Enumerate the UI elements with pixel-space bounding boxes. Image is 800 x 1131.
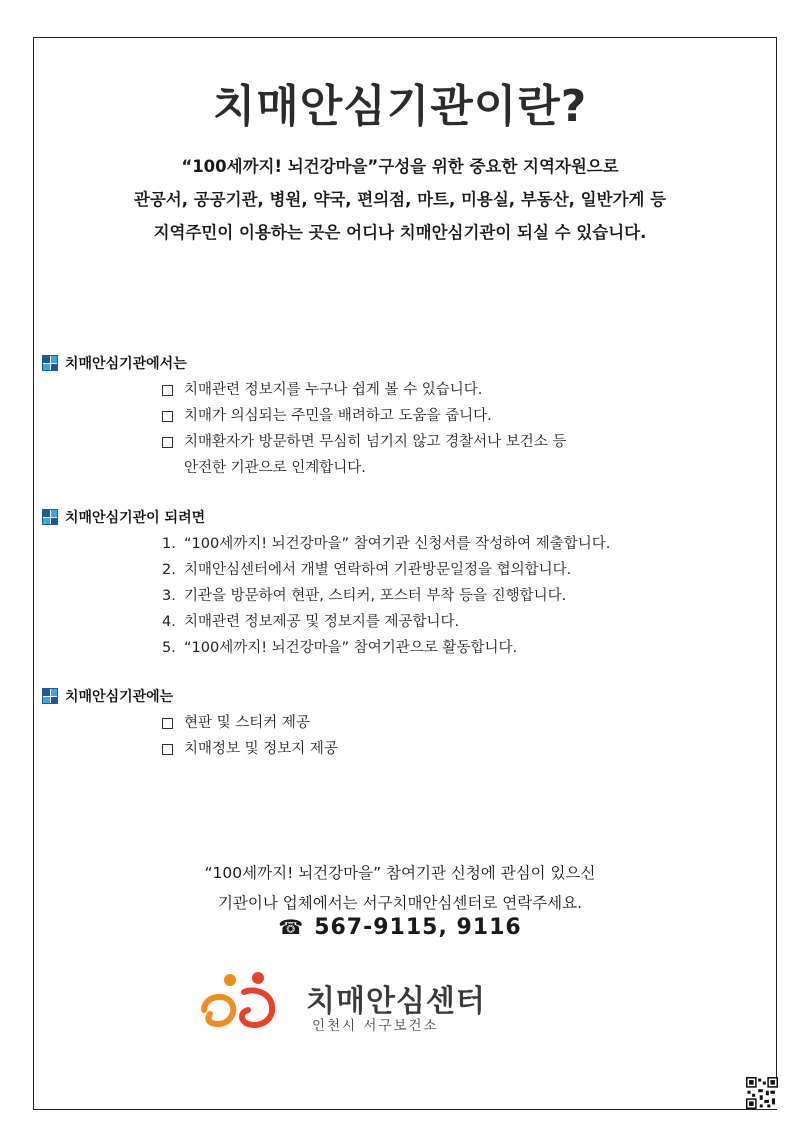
checkbox-icon	[162, 411, 173, 422]
section-heading	[42, 506, 610, 528]
item-list	[162, 710, 338, 762]
list-item	[162, 377, 566, 403]
section-heading	[42, 352, 566, 374]
qr-code-icon	[746, 1077, 778, 1109]
item-text-continued: 안전한 기관으로 인계합니다.	[184, 460, 366, 476]
item-number: 1.	[162, 536, 176, 552]
section-benefits	[42, 352, 566, 481]
intro-line: 관공서, 공공기관, 병원, 약국, 편의점, 마트, 미용실, 부동산, 일반가게 등	[133, 190, 667, 209]
item-text: 기관을 방문하여 현판, 스티커, 포스터 부착 등을 진행합니다.	[184, 588, 567, 604]
item-text: 치매관련 정보제공 및 정보지를 제공합니다.	[184, 614, 460, 630]
square-bullet-icon	[42, 355, 58, 371]
logo-subtitle: 인천시 서구보건소	[312, 1018, 439, 1034]
item-list	[162, 377, 566, 481]
item-text: 치매안심센터에서 개별 연락하여 기관방문일정을 협의합니다.	[184, 562, 572, 578]
checkbox-icon	[162, 437, 173, 448]
list-item	[162, 403, 566, 429]
item-text: 치매정보 및 정보지 제공	[184, 741, 338, 757]
list-item	[162, 609, 610, 635]
logo-mark-icon	[196, 970, 296, 1034]
item-number: 2.	[162, 562, 176, 578]
square-bullet-icon	[42, 688, 58, 704]
item-text: “100세까지! 뇌건강마을” 참여기관 신청서를 작성하여 제출합니다.	[184, 536, 611, 552]
section-heading	[42, 685, 338, 707]
item-number: 3.	[162, 588, 176, 604]
telephone-icon: ☎	[278, 915, 305, 939]
item-text: 치매환자가 방문하면 무심히 넘기지 않고 경찰서나 보건소 등	[184, 434, 567, 450]
section-title: 치매안심기관이 되려면	[65, 510, 206, 526]
square-bullet-icon	[42, 509, 58, 525]
item-text: “100세까지! 뇌건강마을” 참여기관으로 활동합니다.	[184, 640, 518, 656]
section-title: 치매안심기관에서는	[65, 356, 187, 372]
checkbox-icon	[162, 385, 173, 396]
item-number: 5.	[162, 640, 176, 656]
item-list	[162, 531, 610, 661]
checkbox-icon	[162, 744, 173, 755]
phone-text: 567-9115, 9116	[314, 915, 522, 940]
contact-line: 기관이나 업체에서는 서구치매안심센터로 연락주세요.	[217, 894, 583, 912]
section-how-to-join	[42, 506, 610, 661]
item-number: 4.	[162, 614, 176, 630]
section-title: 치매안심기관에는	[65, 689, 174, 705]
logo-name: 치매안심센터	[306, 984, 486, 1019]
phone-number	[0, 915, 800, 940]
center-logo	[196, 970, 536, 1034]
list-item	[162, 736, 338, 762]
list-item	[162, 710, 338, 736]
item-text: 치매관련 정보지를 누구나 쉽게 볼 수 있습니다.	[184, 382, 483, 398]
contact-line: “100세까지! 뇌건강마을” 참여기관 신청에 관심이 있으신	[204, 864, 596, 882]
intro-text	[0, 150, 800, 249]
item-text: 현판 및 스티커 제공	[184, 715, 310, 731]
intro-line: “100세까지! 뇌건강마을”구성을 위한 중요한 지역자원으로	[181, 157, 619, 176]
contact-text	[0, 858, 800, 918]
checkbox-icon	[162, 718, 173, 729]
list-item	[162, 635, 610, 661]
item-text: 치매가 의심되는 주민을 배려하고 도움을 줍니다.	[184, 408, 492, 424]
page-title: 치매안심기관이란?	[212, 81, 588, 132]
list-item	[162, 429, 566, 455]
list-item	[162, 531, 610, 557]
list-item	[162, 557, 610, 583]
section-provided	[42, 685, 338, 762]
intro-line: 지역주민이 이용하는 곳은 어디나 치매안심기관이 되실 수 있습니다.	[153, 223, 647, 242]
list-item	[162, 583, 610, 609]
